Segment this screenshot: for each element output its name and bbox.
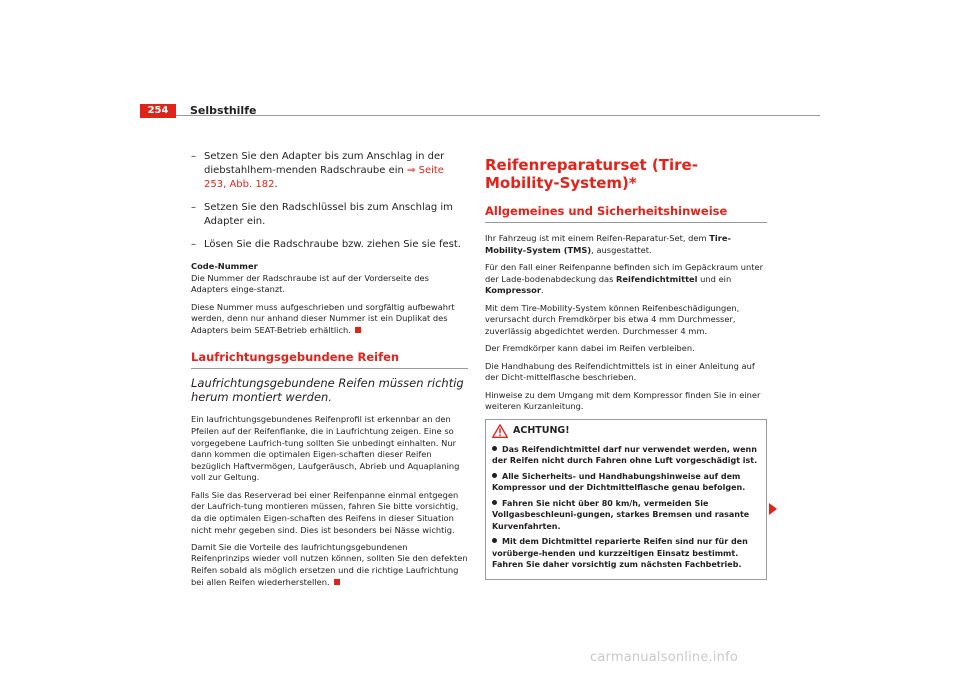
code-number-heading: Code-Nummer [191, 261, 258, 271]
bullet-icon [492, 446, 497, 451]
continue-arrow-icon [769, 503, 777, 515]
step-item [191, 201, 468, 229]
body-paragraph: Hinweise zu dem Umgang mit dem Kompressor finden Sie in einer weiteren Kurzanleitung. [485, 389, 761, 412]
body-paragraph [191, 542, 468, 588]
warning-item [492, 471, 760, 494]
body-paragraph: Ein laufrichtungsgebundenes Reifenprofil ist erkennbar an den Pfeilen auf der Reifenflanke, die in Laufrichtung zeigen. Eine so vorgegebene Laufrich-tung sollten Sie unbedingt einhalten. Nur dann kommen die optimalen Eigen-schaften dieser Reifen bezüglich Haftvermögen, Laufgeräusch, Abrieb und Aquaplaning voll zur Geltung. [191, 414, 460, 483]
warning-item [492, 536, 760, 571]
dash-marker: – [191, 151, 196, 162]
warning-item [492, 444, 760, 467]
bold-term: Tire-Mobility-System (TMS) [485, 233, 731, 255]
warning-box [485, 419, 767, 580]
watermark: carmanualsonline.info [590, 650, 739, 665]
step-item [191, 238, 468, 252]
body-paragraph [485, 233, 767, 256]
left-column [191, 150, 468, 594]
bullet-icon [492, 500, 497, 505]
section-title: Laufrichtungsgebundene Reifen [191, 350, 468, 369]
warning-text: Mit dem Dichtmittel reparierte Reifen sind nur für den vorüberge-henden und kurzzeitigen Einsatz bestimmt. Fahren Sie daher vorsichtig zum nächsten Fachbetrieb. [492, 537, 748, 570]
warning-title: ACHTUNG! [513, 424, 570, 436]
section-lead: Laufrichtungsgebundene Reifen müssen richtig herum montiert werden. [191, 376, 464, 405]
text: und ein [697, 273, 732, 284]
paragraph-text: Diese Nummer muss aufgeschrieben und sorgfältig aufbewahrt werden, denn nur anhand dieser Nummer ist ein Duplikat des Adapters beim SEAT-Betrieb erhältlich. [191, 301, 455, 335]
bullet-icon [492, 538, 497, 543]
page-reference-link[interactable]: ⇒ Seite 253, Abb. 182 [204, 165, 444, 190]
body-paragraph [485, 262, 767, 297]
bold-term: Reifendichtmittel [616, 273, 698, 284]
section-title: Allgemeines und Sicherheitshinweise [485, 204, 767, 223]
step-tail: . [274, 179, 278, 190]
warning-item [492, 498, 760, 533]
text: Ihr Fahrzeug ist mit einem Reifen-Reparatur-Set, dem [485, 233, 710, 243]
text: . [540, 285, 544, 296]
chapter-title: Reifenreparaturset (Tire-Mobility-System)* [485, 156, 698, 192]
body-paragraph: Die Handhabung des Reifendichtmittels ist in einer Anleitung auf der Dicht-mittelflasche beschrieben. [485, 360, 755, 383]
code-number-paragraph-2 [191, 302, 468, 337]
warning-header [492, 424, 760, 438]
text: , ausgestattet. [591, 244, 652, 255]
dash-marker: – [191, 239, 196, 250]
paragraph-text: Damit Sie die Vorteile des laufrichtungsgebundenen Reifenprinzips wieder voll nutzen können, sollten Sie den defekten Reifen sobald als möglich ersetzen und die richtige Laufrichtung bei allen Reifen wiederherstellen. [191, 541, 468, 587]
warning-text: Fahren Sie nicht über 80 km/h, vermeiden Sie Vollgasbeschleuni-gungen, starkes Bremsen und rasante Kurvenfahrten. [492, 498, 750, 531]
bold-term: Kompressor [485, 285, 541, 296]
page-number: 254 [140, 104, 176, 118]
step-item [191, 150, 468, 192]
body-paragraph: Falls Sie das Reserverad bei einer Reifenpanne einmal entgegen der Laufrich-tung montieren müssen, fahren Sie bitte vorsichtig, da die optimalen Eigen-schaften des Reifens in dieser Situation nicht mehr gegeben sind. Dies ist besonders bei Nässe wichtig. [191, 489, 459, 535]
running-head: Selbsthilfe [190, 104, 257, 117]
code-number-paragraph: Die Nummer der Radschraube ist auf der Vorderseite des Adapters einge-stanzt. [191, 272, 429, 295]
warning-text: Alle Sicherheits- und Handhabungshinweise auf dem Kompressor und der Dichtmittelflasche genau befolgen. [492, 471, 746, 493]
right-column [485, 150, 767, 580]
body-paragraph: Mit dem Tire-Mobility-System können Reifenbeschädigungen, verursacht durch Fremdkörper bis etwa 4 mm Durchmesser, zuverlässig abgedichtet werden. Durchmesser 4 mm. [485, 302, 740, 336]
section-end-mark [334, 579, 340, 585]
step-text: Lösen Sie die Radschraube bzw. ziehen Sie sie fest. [204, 239, 461, 250]
section-end-mark [355, 327, 361, 333]
step-text: Setzen Sie den Radschlüssel bis zum Anschlag im Adapter ein. [204, 202, 453, 227]
body-paragraph: Der Fremdkörper kann dabei im Reifen verbleiben. [485, 343, 695, 354]
warning-text: Das Reifendichtmittel darf nur verwendet werden, wenn der Reifen nicht durch Fahren ohne Luft vorgeschädigt ist. [492, 444, 758, 466]
dash-marker: – [191, 202, 196, 213]
bullet-icon [492, 473, 497, 478]
step-text: Setzen Sie den Adapter bis zum Anschlag in der diebstahlhem-menden Radschraube ein [204, 151, 445, 176]
warning-triangle-icon [492, 424, 508, 438]
text: Für den Fall einer Reifenpanne befinden sich im Gepäckraum unter der Lade-bodenabdeckung das [485, 261, 763, 284]
